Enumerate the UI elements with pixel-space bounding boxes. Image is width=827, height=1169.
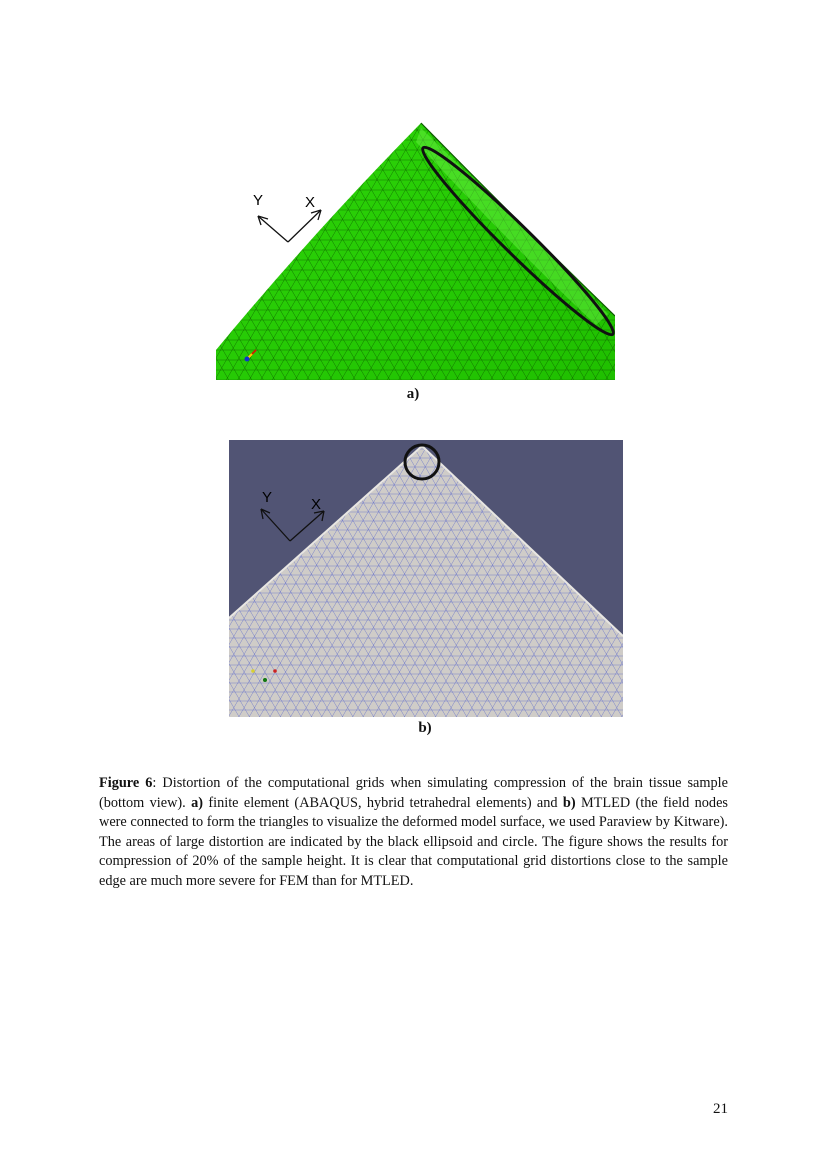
axis-label-x: X bbox=[305, 194, 316, 211]
caption-text-3: MTLED (the field nodes were connected to form the triangles to visualize the deformed model surface, we used Paraview by Kitware). The areas of large distortion are indicated by the black ellipsoid and circle. The figure shows the results for compression of 20% of the sample height. It is clear that computational grid distortions close to the sample edge are much more severe for FEM than for MTLED. bbox=[99, 794, 728, 889]
figure-b-mtled-mesh bbox=[229, 440, 623, 717]
figure-caption bbox=[99, 774, 728, 892]
page-number: 21 bbox=[713, 1101, 728, 1117]
caption-figure-label: Figure 6 bbox=[99, 775, 153, 791]
panel-label-a: a) bbox=[406, 386, 420, 402]
caption-b-label: b) bbox=[562, 794, 576, 811]
figure-a-fem-mesh bbox=[216, 120, 615, 380]
figure-a-image bbox=[216, 120, 615, 380]
caption-text-1: : Distortion of the computational grids when simulating compression of the brain tissue sample (bottom view). bbox=[99, 775, 728, 811]
axis-triad-b bbox=[261, 509, 324, 541]
axis-label-y: Y bbox=[253, 192, 264, 209]
panel-label-b: b) bbox=[418, 720, 432, 736]
caption-text-2: finite element (ABAQUS, hybrid tetrahedral elements) and bbox=[203, 794, 563, 811]
axis-triad-a bbox=[258, 210, 321, 242]
axis-label-x-b: X bbox=[311, 496, 322, 513]
axis-label-y-b: Y bbox=[262, 489, 273, 506]
figure-b-image bbox=[229, 440, 623, 717]
caption-a-label: a) bbox=[191, 794, 203, 811]
